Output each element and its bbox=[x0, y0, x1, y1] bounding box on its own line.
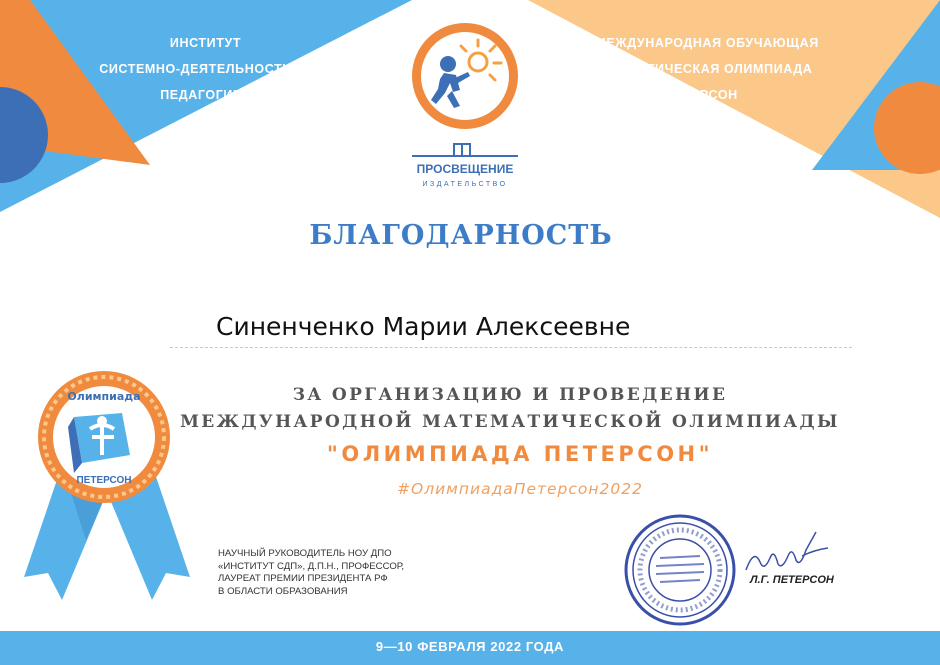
olympiad-header-line: ПЕТЕРСОН bbox=[664, 88, 738, 102]
publisher-logo bbox=[412, 144, 518, 188]
institute-header bbox=[88, 30, 323, 108]
olympiad-medal bbox=[22, 355, 192, 610]
reason-line-2: МЕЖДУНАРОДНОЙ МАТЕМАТИЧЕСКОЙ ОЛИМПИАДЫ bbox=[180, 412, 840, 432]
olympiad-header bbox=[565, 30, 837, 108]
institute-header-line: ИНСТИТУТ bbox=[169, 36, 242, 50]
olympiad-sun-logo bbox=[400, 18, 530, 193]
signer-name: Л.Г. ПЕТЕРСОН bbox=[750, 574, 834, 586]
recipient-underline bbox=[170, 347, 852, 348]
document-title: БЛАГОДАРНОСТЬ bbox=[309, 220, 613, 251]
signer-line: НАУЧНЫЙ РУКОВОДИТЕЛЬ НОУ ДПО bbox=[218, 548, 392, 559]
medal-top-text: Олимпиада bbox=[67, 390, 141, 403]
olympiad-header-line: II МЕЖДУНАРОДНАЯ ОБУЧАЮЩАЯ bbox=[583, 36, 819, 50]
olympiad-header-line: МАТЕМАТИЧЕСКАЯ ОЛИМПИАДА bbox=[589, 62, 813, 76]
signer-line: В ОБЛАСТИ ОБРАЗОВАНИЯ bbox=[218, 585, 348, 597]
signer-line: ЛАУРЕАТ ПРЕМИИ ПРЕЗИДЕНТА РФ bbox=[218, 573, 388, 584]
institute-header-line: ПЕДАГОГИКИ bbox=[160, 88, 251, 102]
signature bbox=[736, 520, 836, 580]
reason-line-1: ЗА ОРГАНИЗАЦИЮ И ПРОВЕДЕНИЕ bbox=[292, 385, 728, 405]
recipient-name: Синенченко Марии Алексеевне bbox=[216, 312, 631, 341]
signer-line: «ИНСТИТУТ СДП», Д.П.Н., ПРОФЕССОР, bbox=[218, 560, 405, 572]
event-dates: 9—10 ФЕВРАЛЯ 2022 ГОДА bbox=[375, 639, 565, 654]
institute-header-line: СИСТЕМНО-ДЕЯТЕЛЬНОСТНОЙ bbox=[99, 62, 312, 76]
publisher-name: ПРОСВЕЩЕНИЕ bbox=[416, 162, 514, 176]
medal-bottom-text: ПЕТЕРСОН bbox=[76, 475, 132, 486]
official-stamp bbox=[622, 512, 738, 628]
footer-bar bbox=[0, 631, 940, 665]
publisher-sub: ИЗДАТЕЛЬСТВО bbox=[422, 181, 508, 188]
olympiad-name: "ОЛИМПИАДА ПЕТЕРСОН" bbox=[326, 442, 714, 466]
hashtag: #ОлимпиадаПетерсон2022 bbox=[397, 480, 643, 498]
signer-details bbox=[218, 548, 404, 598]
